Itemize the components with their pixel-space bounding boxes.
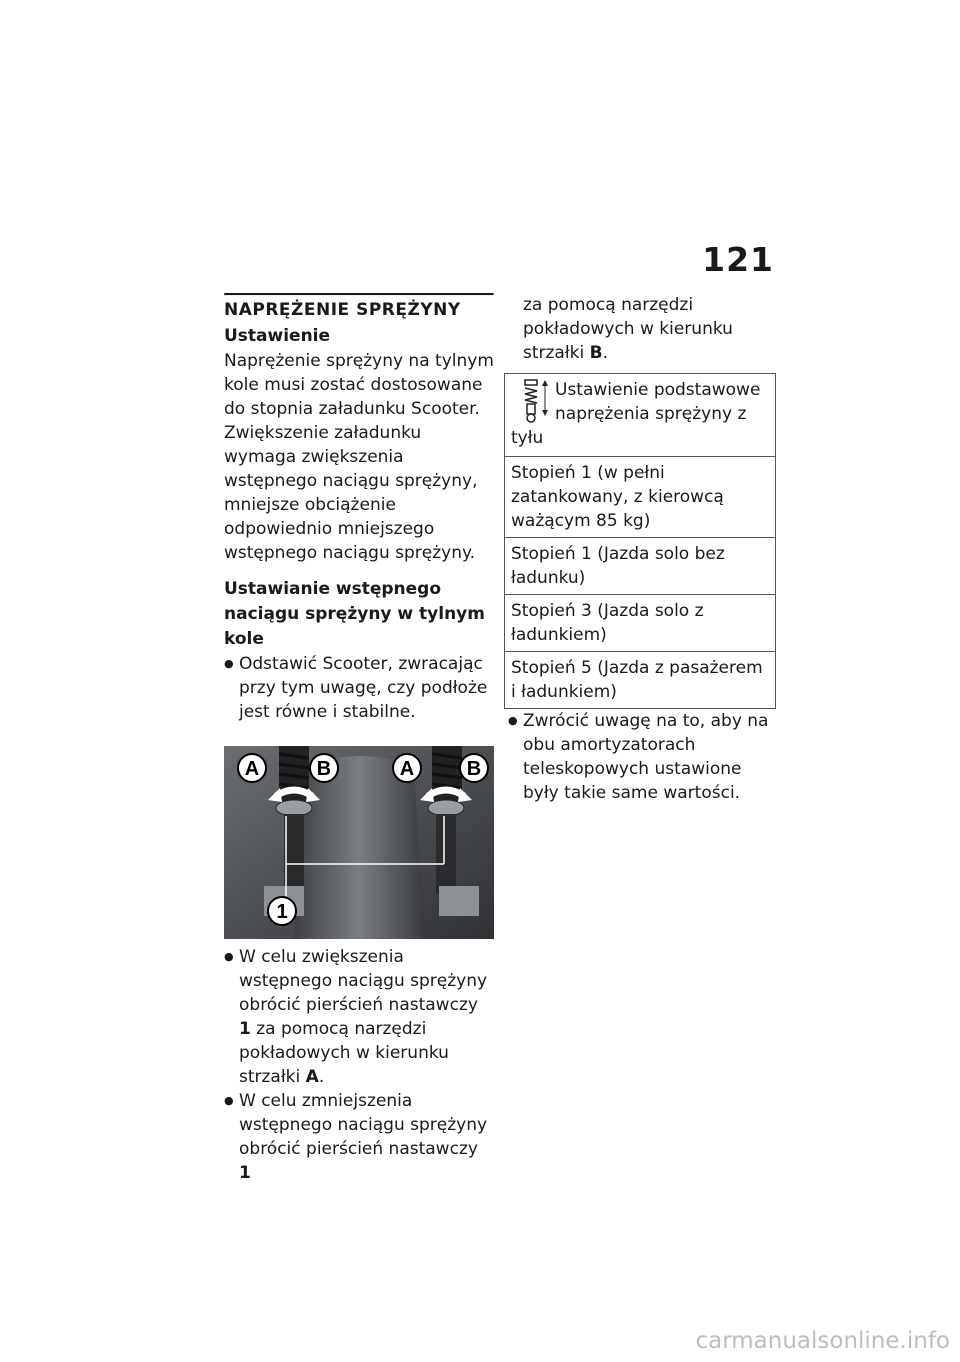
table-row: Stopień 1 (w pełni zatankowany, z kierowcą ważącym 85 kg) — [505, 457, 775, 538]
procedure-title: Ustawianie wstępnego naciągu sprężyny w tylnym kole — [224, 579, 485, 649]
figure-label-a-right: A — [399, 758, 415, 780]
step3-text-a: W celu zmniejszenia wstępnego naciągu sprężyny obrócić pierścień nastawczy — [239, 1091, 488, 1159]
page-number: 121 — [702, 240, 774, 279]
subtitle: Ustawienie — [224, 326, 331, 346]
procedure-steps — [224, 652, 494, 724]
step3-arrow: B — [589, 343, 603, 363]
table-row: Stopień 3 (Jazda solo z ładunkiem) — [505, 595, 775, 652]
spring-preload-icon — [511, 378, 551, 426]
note-heading-text: Ustawienie podstawowe naprężenia sprężyny z tyłu — [511, 380, 761, 448]
step2-text-a: W celu zwiększenia wstępnego naciągu sprężyny obrócić pierścień nastawczy — [239, 947, 488, 1015]
section-rule — [224, 293, 494, 296]
table-row: Stopień 5 (Jazda z pasażerem i ładunkiem) — [511, 658, 763, 702]
figure-label-1: 1 — [276, 901, 288, 923]
step3-text-b: za pomocą narzędzi pokładowych w kierunku strzałki — [523, 295, 733, 363]
figure-label-b-right: B — [466, 758, 482, 780]
figure-label-a-left: A — [244, 758, 260, 780]
right-column — [508, 293, 778, 805]
step2-ref: 1 — [239, 1019, 251, 1039]
section-title: NAPRĘŻENIE SPRĘŻYNY — [224, 300, 461, 320]
list-item: ● Zwrócić uwagę na to, aby na obu amortyzatorach teleskopowych ustawione były takie same wartości. — [508, 709, 778, 805]
step2-text-b: za pomocą narzędzi pokładowych w kierunku strzałki — [239, 1019, 449, 1087]
step3-ref: 1 — [239, 1163, 251, 1183]
procedure-steps-continued — [224, 945, 494, 1185]
table-row: Stopień 1 (Jazda solo bez ładunku) — [505, 538, 775, 595]
figure-label-b-left: B — [316, 758, 332, 780]
intro-paragraph: Naprężenie sprężyny na tylnym kole musi zostać dostosowane do stopnia załadunku Scooter. Zwiększenie załadunku wymaga zwiększenia wstępnego naciągu sprężyny, mniejsze obciążenie odpowiednio mniejszego wstępnego naciągu sprężyny. — [224, 351, 494, 563]
list-item — [224, 1089, 494, 1185]
list-item: ● Odstawić Scooter, zwracając przy tym uwagę, czy podłoże jest równe i stabilne. — [224, 652, 494, 724]
step2-arrow: A — [305, 1067, 319, 1087]
left-column — [224, 293, 494, 1185]
list-item: ● W celu zwiększenia wstępnego naciągu sprężyny obrócić pierścień nastawczy 1 za pomocą narzędzi pokładowych w kierunku strzałki A. — [224, 945, 494, 1089]
watermark: carmanualsonline.info — [695, 1328, 950, 1354]
final-step — [508, 709, 778, 805]
shock-absorber-figure — [224, 746, 494, 939]
list-item: za pomocą narzędzi pokładowych w kierunku strzałki B. — [523, 295, 733, 363]
spring-settings-table — [504, 373, 776, 709]
note-heading — [505, 374, 775, 457]
shock-absorber-photo — [224, 746, 494, 939]
